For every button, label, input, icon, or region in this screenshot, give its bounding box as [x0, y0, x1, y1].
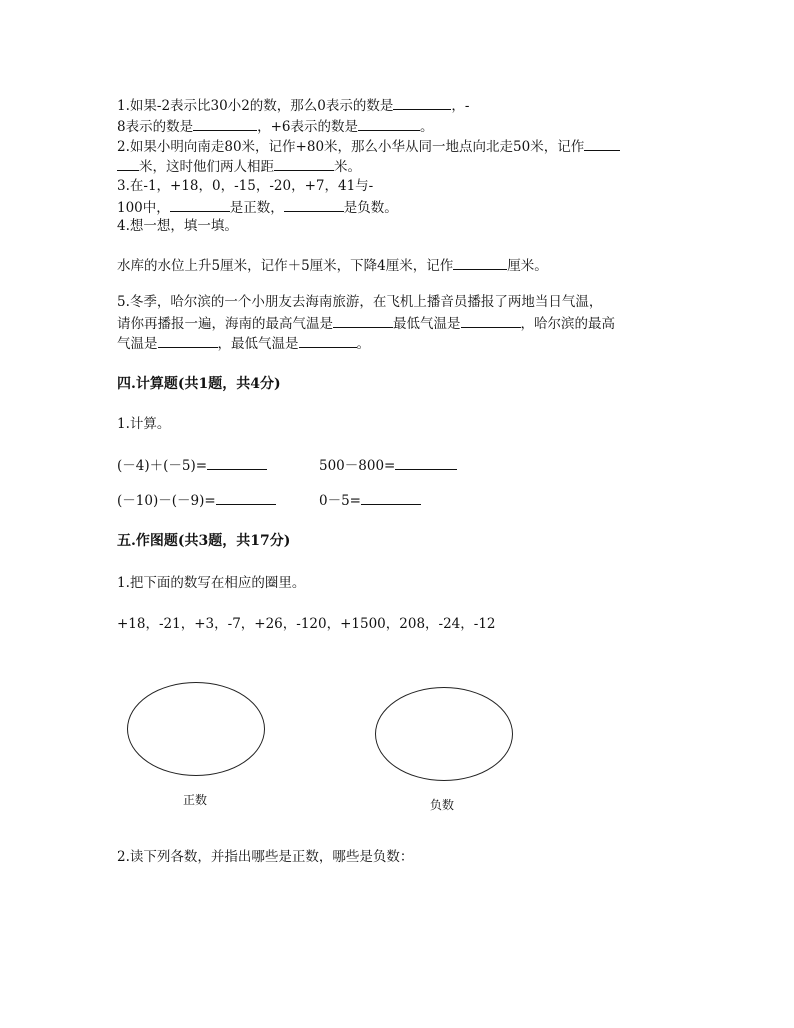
negative-label: 负数: [430, 798, 455, 812]
q4-text-b: 厘米。: [507, 258, 548, 274]
q3-text-c: 是正数，: [229, 200, 284, 216]
positive-label: 正数: [183, 793, 208, 807]
q5-blank-1[interactable]: [333, 313, 393, 328]
q1-text-e: 。: [420, 119, 434, 135]
q4-blank[interactable]: [453, 255, 507, 270]
q4-line: [117, 255, 548, 275]
q3-blank-1[interactable]: [170, 197, 230, 212]
negative-circle[interactable]: [375, 687, 513, 781]
q5-line-1: 5.冬季，哈尔滨的一个小朋友去海南旅游，在飞机上播音员播报了两地当日气温，: [117, 294, 603, 310]
q2-blank-1b[interactable]: [117, 156, 139, 171]
q3-line-2: [117, 197, 398, 217]
section-4-title: 四.计算题(共1题，共4分): [117, 376, 281, 392]
q3-text-a: 3.在-1，+18，0，-15，-20，+7，41与-: [117, 178, 374, 194]
calc-expr-3: (－10)－(－9)=: [117, 490, 276, 510]
calc-expr-4: 0－5=: [319, 490, 421, 510]
calc-expr-1: (－4)＋(－5)=: [117, 455, 267, 475]
q2-text-c: 米。: [334, 159, 361, 175]
q1-blank-1[interactable]: [393, 95, 451, 110]
q2-blank-1a[interactable]: [584, 136, 620, 151]
q2-text-b: 米，这时他们两人相距: [139, 159, 274, 175]
q1-text-b: ，-: [451, 98, 470, 114]
q1-text-a: 1.如果-2表示比30小2的数，那么0表示的数是: [117, 98, 394, 114]
q2-blank-2[interactable]: [274, 156, 334, 171]
q1-blank-3[interactable]: [358, 116, 420, 131]
q5-blank-3[interactable]: [158, 333, 218, 348]
calc-blank-2[interactable]: [395, 455, 457, 470]
calc-blank-3[interactable]: [216, 490, 276, 505]
calc-expr-2: 500－800=: [319, 455, 457, 475]
sec4-q1: 1.计算。: [117, 416, 171, 432]
q3-text-d: 是负数。: [343, 200, 398, 216]
q1-line-2: [117, 116, 434, 136]
section-5-title: 五.作图题(共3题，共17分): [117, 533, 291, 549]
q1-blank-2[interactable]: [193, 116, 257, 131]
sec5-q2: 2.读下列各数，并指出哪些是正数，哪些是负数：: [117, 849, 414, 865]
q3-blank-2[interactable]: [284, 197, 344, 212]
calc-blank-4[interactable]: [361, 490, 421, 505]
number-list: +18，-21，+3，-7，+26，-120，+1500，208，-24，-12: [117, 616, 496, 632]
q3-line-1: [117, 177, 373, 195]
q1-text-d: ，+6表示的数是: [257, 119, 358, 135]
q2-text-a: 2.如果小明向南走80米，记作+80米，那么小华从同一地点向北走50米，记作: [117, 139, 585, 155]
q1-text-c: 8表示的数是: [117, 119, 194, 135]
q5-blank-4[interactable]: [299, 333, 357, 348]
q2-line-2: [117, 156, 361, 176]
q5-line-2: 请你再播报一遍，海南的最高气温是 最低气温是 ，哈尔滨的最高: [117, 313, 615, 333]
q3-text-b: 100中，: [117, 200, 170, 216]
q5-line-3: 气温是 ，最低气温是 。: [117, 333, 370, 353]
q4-title: 4.想一想，填一填。: [117, 218, 238, 234]
positive-circle[interactable]: [127, 682, 265, 776]
q5-blank-2[interactable]: [461, 313, 521, 328]
q2-line-1: [117, 136, 620, 156]
sec5-q1: 1.把下面的数写在相应的圈里。: [117, 575, 306, 591]
q1-line-1: [117, 95, 469, 115]
q4-text-a: 水库的水位上升5厘米，记作＋5厘米，下降4厘米，记作: [117, 258, 454, 274]
calc-blank-1[interactable]: [207, 455, 267, 470]
